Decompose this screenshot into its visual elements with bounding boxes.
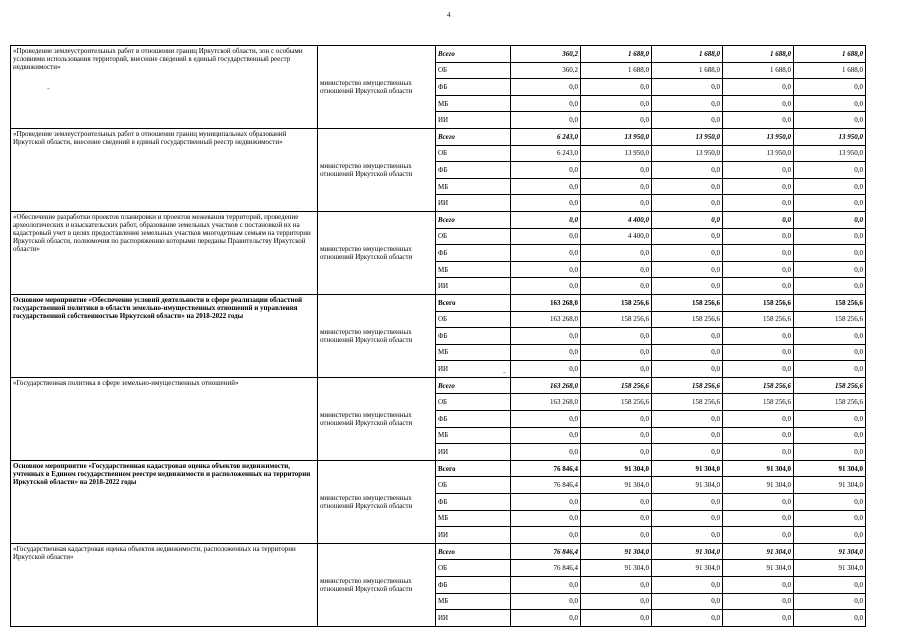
amount-cell: 0,0 (511, 328, 581, 345)
amount-cell: 0,0 (581, 261, 652, 278)
funding-source: ОБ (436, 228, 511, 245)
scan-mark: - (503, 368, 506, 377)
funding-source: Всего (436, 211, 511, 228)
amount-cell: 0,0 (581, 79, 652, 96)
funding-source: ФБ (436, 494, 511, 511)
funding-source: ОБ (436, 311, 511, 328)
amount-cell: 0,0 (581, 344, 652, 361)
amount-cell: 360,2 (511, 46, 581, 63)
activity-name: «Проведение землеустроительных работ в отношении границ Иркутской области, зон с особыми условиями использования территорий, внесение сведений в единый государственный реестр недвижимости» (11, 46, 318, 129)
funding-source: МБ (436, 261, 511, 278)
executor-name: министерство имущественных отношений Иркутской области (318, 128, 436, 211)
amount-cell: 163 268,0 (511, 377, 581, 394)
amount-cell: 13 950,0 (723, 128, 794, 145)
amount-cell: 0,0 (723, 361, 794, 378)
amount-cell: 0,0 (723, 444, 794, 461)
amount-cell: 0,0 (794, 79, 866, 96)
amount-cell: 0,0 (511, 261, 581, 278)
amount-cell: 0,0 (652, 228, 723, 245)
amount-cell: 158 256,6 (652, 377, 723, 394)
amount-cell: 91 304,0 (794, 543, 866, 560)
amount-cell: 13 950,0 (581, 145, 652, 162)
amount-cell: 4 400,0 (581, 211, 652, 228)
funding-source: ОБ (436, 62, 511, 79)
funding-source: МБ (436, 95, 511, 112)
amount-cell: 158 256,6 (723, 377, 794, 394)
amount-cell: 0,0 (794, 211, 866, 228)
amount-cell: 0,0 (652, 577, 723, 594)
table-row-total (11, 543, 866, 560)
amount-cell: 0,0 (511, 211, 581, 228)
amount-cell: 158 256,6 (652, 394, 723, 411)
amount-cell: 0,0 (723, 211, 794, 228)
amount-cell: 13 950,0 (723, 145, 794, 162)
amount-cell: 0,0 (652, 245, 723, 262)
amount-cell: 0,0 (511, 610, 581, 627)
amount-cell: 0,0 (581, 112, 652, 129)
funding-source: МБ (436, 178, 511, 195)
amount-cell: 158 256,6 (652, 294, 723, 311)
amount-cell: 0,0 (723, 278, 794, 295)
amount-cell: 158 256,6 (581, 294, 652, 311)
amount-cell: 91 304,0 (652, 543, 723, 560)
amount-cell: 76 846,4 (511, 460, 581, 477)
amount-cell: 0,0 (723, 494, 794, 511)
amount-cell: 158 256,6 (794, 394, 866, 411)
amount-cell: 0,0 (723, 328, 794, 345)
executor-name: министерство имущественных отношений Иркутской области (318, 460, 436, 543)
amount-cell: 163 268,0 (511, 294, 581, 311)
amount-cell: 158 256,6 (794, 311, 866, 328)
amount-cell: 0,0 (652, 79, 723, 96)
amount-cell: 1 688,0 (652, 46, 723, 63)
amount-cell: 0,0 (794, 195, 866, 212)
amount-cell: 0,0 (794, 361, 866, 378)
funding-source: Всего (436, 128, 511, 145)
amount-cell: 91 304,0 (794, 460, 866, 477)
amount-cell: 158 256,6 (794, 377, 866, 394)
funding-source: ФБ (436, 245, 511, 262)
amount-cell: 0,0 (652, 328, 723, 345)
amount-cell: 0,0 (723, 344, 794, 361)
amount-cell: 0,0 (511, 162, 581, 179)
amount-cell: 0,0 (652, 261, 723, 278)
amount-cell: 1 688,0 (581, 62, 652, 79)
amount-cell: 0,0 (511, 427, 581, 444)
amount-cell: 0,0 (794, 162, 866, 179)
amount-cell: 0,0 (794, 344, 866, 361)
amount-cell: 158 256,6 (581, 394, 652, 411)
executor-name: министерство имущественных отношений Иркутской области (318, 543, 436, 626)
funding-source: ИИ (436, 112, 511, 129)
amount-cell: 0,0 (723, 79, 794, 96)
amount-cell: 158 256,6 (652, 311, 723, 328)
funding-source: МБ (436, 427, 511, 444)
amount-cell: 0,0 (723, 195, 794, 212)
amount-cell: 0,0 (794, 444, 866, 461)
amount-cell: 0,0 (652, 444, 723, 461)
amount-cell: 0,0 (723, 427, 794, 444)
amount-cell: 0,0 (511, 527, 581, 544)
amount-cell: 0,0 (723, 95, 794, 112)
amount-cell: 13 950,0 (652, 145, 723, 162)
amount-cell: 0,0 (723, 178, 794, 195)
amount-cell: 0,0 (794, 178, 866, 195)
amount-cell: 0,0 (511, 228, 581, 245)
amount-cell: 4 400,0 (581, 228, 652, 245)
amount-cell: 0,0 (581, 178, 652, 195)
amount-cell: 0,0 (723, 411, 794, 428)
amount-cell: 6 243,0 (511, 145, 581, 162)
executor-name: министерство имущественных отношений Иркутской области (318, 377, 436, 460)
amount-cell: 0,0 (511, 344, 581, 361)
amount-cell: 158 256,6 (723, 311, 794, 328)
funding-source: ФБ (436, 411, 511, 428)
amount-cell: 158 256,6 (794, 294, 866, 311)
funding-source: ИИ (436, 278, 511, 295)
funding-source: Всего (436, 294, 511, 311)
amount-cell: 0,0 (652, 195, 723, 212)
amount-cell: 0,0 (581, 494, 652, 511)
amount-cell: 0,0 (581, 361, 652, 378)
funding-source: МБ (436, 510, 511, 527)
amount-cell: 0,0 (652, 344, 723, 361)
amount-cell: 0,0 (723, 245, 794, 262)
amount-cell: 91 304,0 (581, 543, 652, 560)
amount-cell: 13 950,0 (581, 128, 652, 145)
amount-cell: 163 268,0 (511, 394, 581, 411)
scan-mark: - (47, 84, 50, 93)
table-row-total (11, 46, 866, 63)
amount-cell: 0,0 (511, 494, 581, 511)
amount-cell: 158 256,6 (581, 311, 652, 328)
table-row-total (11, 294, 866, 311)
amount-cell: 158 256,6 (723, 394, 794, 411)
amount-cell: 0,0 (794, 593, 866, 610)
funding-source: Всего (436, 460, 511, 477)
amount-cell: 0,0 (652, 112, 723, 129)
amount-cell: 0,0 (581, 278, 652, 295)
table-row-total (11, 128, 866, 145)
executor-name: министерство имущественных отношений Иркутской области (318, 211, 436, 294)
amount-cell: 91 304,0 (794, 477, 866, 494)
amount-cell: 0,0 (581, 527, 652, 544)
amount-cell: 91 304,0 (581, 560, 652, 577)
amount-cell: 163 268,0 (511, 311, 581, 328)
amount-cell: 0,0 (794, 328, 866, 345)
activity-name: Основное мероприятие «Государственная кадастровая оценка объектов недвижимости, учтенных в Едином государственном реестре недвижимости и расположенных на территории Иркутской области» на 2018-2022 годы (11, 460, 318, 543)
funding-source: МБ (436, 344, 511, 361)
amount-cell: 0,0 (511, 361, 581, 378)
amount-cell: 91 304,0 (794, 560, 866, 577)
amount-cell: 91 304,0 (723, 560, 794, 577)
amount-cell: 0,0 (652, 510, 723, 527)
funding-source: ФБ (436, 328, 511, 345)
amount-cell: 0,0 (652, 278, 723, 295)
amount-cell: 0,0 (581, 577, 652, 594)
funding-source: ФБ (436, 162, 511, 179)
amount-cell: 0,0 (511, 245, 581, 262)
amount-cell: 0,0 (511, 593, 581, 610)
amount-cell: 76 846,4 (511, 560, 581, 577)
amount-cell: 1 688,0 (581, 46, 652, 63)
amount-cell: 0,0 (794, 278, 866, 295)
amount-cell: 0,0 (652, 211, 723, 228)
amount-cell: 0,0 (581, 427, 652, 444)
amount-cell: 0,0 (652, 494, 723, 511)
funding-source: ФБ (436, 577, 511, 594)
funding-source: ИИ (436, 444, 511, 461)
funding-source: ОБ (436, 477, 511, 494)
amount-cell: 0,0 (511, 79, 581, 96)
amount-cell: 76 846,4 (511, 543, 581, 560)
amount-cell: 1 688,0 (794, 62, 866, 79)
amount-cell: 91 304,0 (652, 477, 723, 494)
funding-source: ФБ (436, 79, 511, 96)
amount-cell: 91 304,0 (723, 460, 794, 477)
amount-cell: 0,0 (723, 610, 794, 627)
amount-cell: 0,0 (652, 593, 723, 610)
amount-cell: 0,0 (794, 577, 866, 594)
amount-cell: 1 688,0 (723, 46, 794, 63)
amount-cell: 0,0 (511, 577, 581, 594)
amount-cell: 6 243,0 (511, 128, 581, 145)
amount-cell: 91 304,0 (723, 543, 794, 560)
executor-name: министерство имущественных отношений Иркутской области (318, 294, 436, 377)
funding-source: ИИ (436, 527, 511, 544)
activity-name: «Государственная кадастровая оценка объектов недвижимости, расположенных на территории Иркутской области» (11, 543, 318, 626)
amount-cell: 91 304,0 (652, 460, 723, 477)
amount-cell: 1 688,0 (794, 46, 866, 63)
amount-cell: 13 950,0 (794, 145, 866, 162)
amount-cell: 0,0 (511, 112, 581, 129)
amount-cell: 0,0 (652, 178, 723, 195)
activity-name: Основное мероприятие «Обеспечение условий деятельности в сфере реализации областной государственной политики в области земельно-имущественных отношений и управления государственной собственностью Иркутской области» на 2018-2022 годы (11, 294, 318, 377)
amount-cell: 0,0 (581, 610, 652, 627)
amount-cell: 360,2 (511, 62, 581, 79)
amount-cell: 13 950,0 (794, 128, 866, 145)
amount-cell: 158 256,6 (581, 377, 652, 394)
amount-cell: 0,0 (581, 510, 652, 527)
funding-source: ОБ (436, 560, 511, 577)
amount-cell: 0,0 (652, 527, 723, 544)
amount-cell: 0,0 (794, 494, 866, 511)
amount-cell: 91 304,0 (652, 560, 723, 577)
page-number: 4 (447, 11, 451, 19)
amount-cell: 0,0 (794, 112, 866, 129)
amount-cell: 0,0 (723, 112, 794, 129)
amount-cell: 0,0 (794, 427, 866, 444)
amount-cell: 13 950,0 (652, 128, 723, 145)
amount-cell: 0,0 (652, 610, 723, 627)
amount-cell: 0,0 (511, 195, 581, 212)
funding-source: ОБ (436, 394, 511, 411)
amount-cell: 0,0 (652, 162, 723, 179)
amount-cell: 0,0 (723, 593, 794, 610)
amount-cell: 0,0 (794, 527, 866, 544)
amount-cell: 0,0 (652, 427, 723, 444)
amount-cell: 0,0 (723, 527, 794, 544)
amount-cell: 0,0 (652, 411, 723, 428)
budget-table (10, 45, 866, 627)
amount-cell: 0,0 (581, 411, 652, 428)
funding-source: ИИ (436, 195, 511, 212)
amount-cell: 0,0 (581, 195, 652, 212)
amount-cell: 91 304,0 (581, 460, 652, 477)
funding-source: Всего (436, 543, 511, 560)
amount-cell: 158 256,6 (723, 294, 794, 311)
amount-cell: 91 304,0 (723, 477, 794, 494)
amount-cell: 0,0 (511, 510, 581, 527)
funding-source: ИИ (436, 610, 511, 627)
amount-cell: 0,0 (794, 245, 866, 262)
amount-cell: 0,0 (723, 261, 794, 278)
amount-cell: 0,0 (794, 95, 866, 112)
amount-cell: 0,0 (794, 610, 866, 627)
table-row-total (11, 377, 866, 394)
amount-cell: 0,0 (723, 162, 794, 179)
amount-cell: 76 846,4 (511, 477, 581, 494)
table-row-total (11, 211, 866, 228)
activity-name: «Государственная политика в сфере земельно-имущественных отношений» (11, 377, 318, 460)
amount-cell: 0,0 (581, 245, 652, 262)
table-row-total (11, 460, 866, 477)
amount-cell: 0,0 (723, 510, 794, 527)
amount-cell: 0,0 (511, 178, 581, 195)
amount-cell: 0,0 (581, 444, 652, 461)
amount-cell: 0,0 (794, 261, 866, 278)
amount-cell: 0,0 (511, 444, 581, 461)
funding-source: Всего (436, 377, 511, 394)
amount-cell: 0,0 (511, 278, 581, 295)
activity-name: «Проведение землеустроительных работ в отношении границ муниципальных образований Иркутской области, внесение сведений в единый государственный реестр недвижимости» (11, 128, 318, 211)
executor-name: министерство имущественных отношений Иркутской области (318, 46, 436, 129)
amount-cell: 1 688,0 (652, 62, 723, 79)
amount-cell: 0,0 (511, 411, 581, 428)
funding-source: ИИ (436, 361, 511, 378)
amount-cell: 0,0 (723, 577, 794, 594)
amount-cell: 1 688,0 (723, 62, 794, 79)
amount-cell: 0,0 (581, 162, 652, 179)
amount-cell: 0,0 (652, 95, 723, 112)
funding-source: Всего (436, 46, 511, 63)
amount-cell: 0,0 (581, 95, 652, 112)
amount-cell: 0,0 (794, 510, 866, 527)
amount-cell: 0,0 (794, 411, 866, 428)
amount-cell: 0,0 (581, 328, 652, 345)
amount-cell: 0,0 (511, 95, 581, 112)
activity-name: «Обеспечение разработки проектов планировки и проектов межевания территорий, проведение археологических и изыскательских работ, образование земельных участков с постановкой их на кадастровый учет в целях предоставления земельных участков многодетным семьям на территории Иркутской области, полномочия по распоряжению которыми переданы Правительству Иркутской области» (11, 211, 318, 294)
amount-cell: 0,0 (652, 361, 723, 378)
funding-source: МБ (436, 593, 511, 610)
amount-cell: 0,0 (794, 228, 866, 245)
amount-cell: 0,0 (723, 228, 794, 245)
funding-source: ОБ (436, 145, 511, 162)
amount-cell: 0,0 (581, 593, 652, 610)
amount-cell: 91 304,0 (581, 477, 652, 494)
